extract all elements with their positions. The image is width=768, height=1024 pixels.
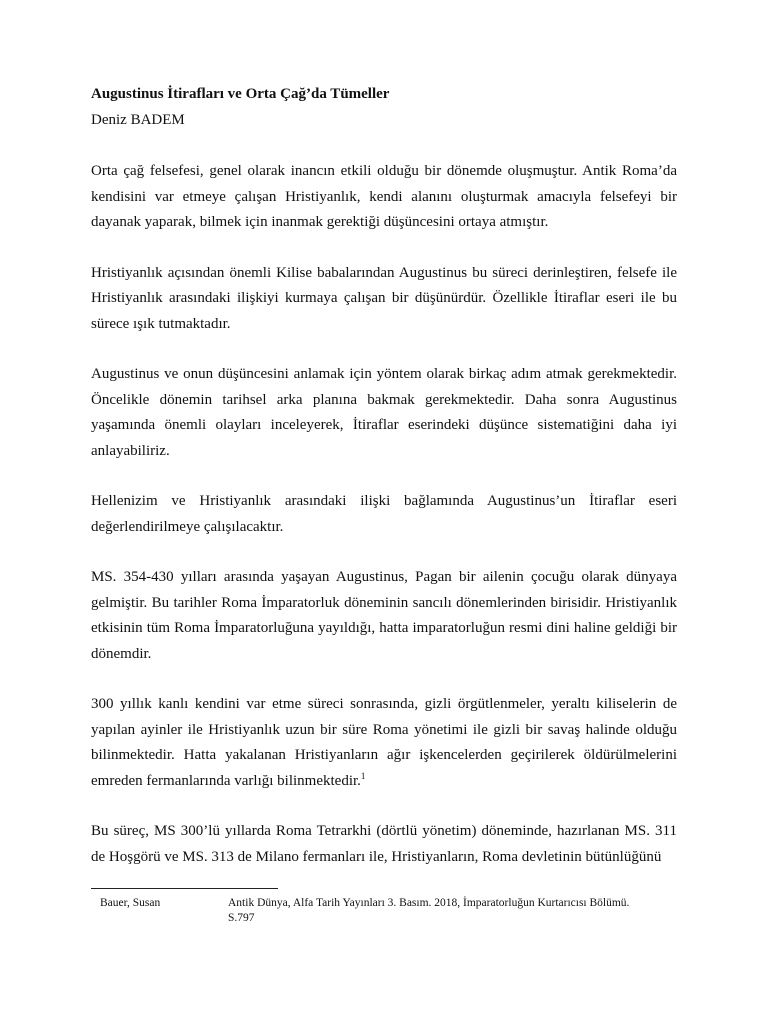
paragraph: MS. 354-430 yılları arasında yaşayan Augustinus, Pagan bir ailenin çocuğu olarak dünyaya gelmiştir. Bu tarihler Roma İmparatorluk döneminin sancılı dönemlerinden birisidir. Hristiyanlık etkisinin tüm Roma İmparatorluğuna yayıldığı, hatta imparatorluğun resmi dini haline geldiği bir dönemdir. [91,569,677,662]
document-author: Deniz BADEM [91,112,185,128]
document-body [91,84,677,870]
paragraph: Augustinus ve onun düşüncesini anlamak için yöntem olarak birkaç adım atmak gerekmektedir. Öncelikle dönemin tarihsel arka planına bakmak gerekmektedir. Daha sonra Augustinus yaşamında önemli olayları inceleyerek, İtiraflar eserindeki düşünce sistematiğini daha iyi anlayabiliriz. [91,366,677,459]
paragraph: Orta çağ felsefesi, genel olarak inancın etkili olduğu bir dönemde oluşmuştur. Antik Roma’da kendisini var etmeye çalışan Hristiyanlık, kendi alanını oluşturmak amacıyla felsefeyi bir dayanak yaparak, bilmek için inanmak gerektiği düşüncesini ortaya atmıştır. [91,163,677,230]
footnote-separator [91,888,278,889]
footnote-reference: 1 [360,770,366,781]
footnote-author: Bauer, Susan [100,897,161,909]
paragraph: Hristiyanlık açısından önemli Kilise babalarından Augustinus bu süreci derinleştiren, felsefe ile Hristiyanlık arasındaki ilişkiyi kurmaya çalışan bir düşünürdür. Özellikle İtiraflar eseri ile bu sürece ışık tutmaktadır. [91,264,677,332]
paragraph-text: 300 yıllık kanlı kendini var etme süreci sonrasında, gizli örgütlenmeler, yeraltı kiliselerin de yapılan ayinler ile Hristiyanlık uzun bir süre Roma yönetimi ile gizli bir savaş halinde olduğu bilinmektedir. Hatta yakalanan Hristiyanların ağır işkencelerden geçirilerek öldürülmelerini emreden fermanlarında varlığı bilinmektedir. [91,696,677,789]
footnote-reference-text: Antik Dünya, Alfa Tarih Yayınları 3. Basım. 2018, İmparatorluğun Kurtarıcısı Bölümü. S.797 [228,897,630,924]
paragraph: Hellenizim ve Hristiyanlık arasındaki ilişki bağlamında Augustinus’un İtiraflar eseri değerlendirilmeye çalışılacaktır. [91,493,677,535]
paragraph [91,692,677,794]
document-title: Augustinus İtirafları ve Orta Çağ’da Tümeller [91,86,390,102]
paragraph: Bu süreç, MS 300’lü yıllarda Roma Tetrarkhi (dörtlü yönetim) döneminde, hazırlanan MS. 311 de Hoşgörü ve MS. 313 de Milano fermanları ile, Hristiyanların, Roma devletinin bütünlüğünü [91,823,677,865]
